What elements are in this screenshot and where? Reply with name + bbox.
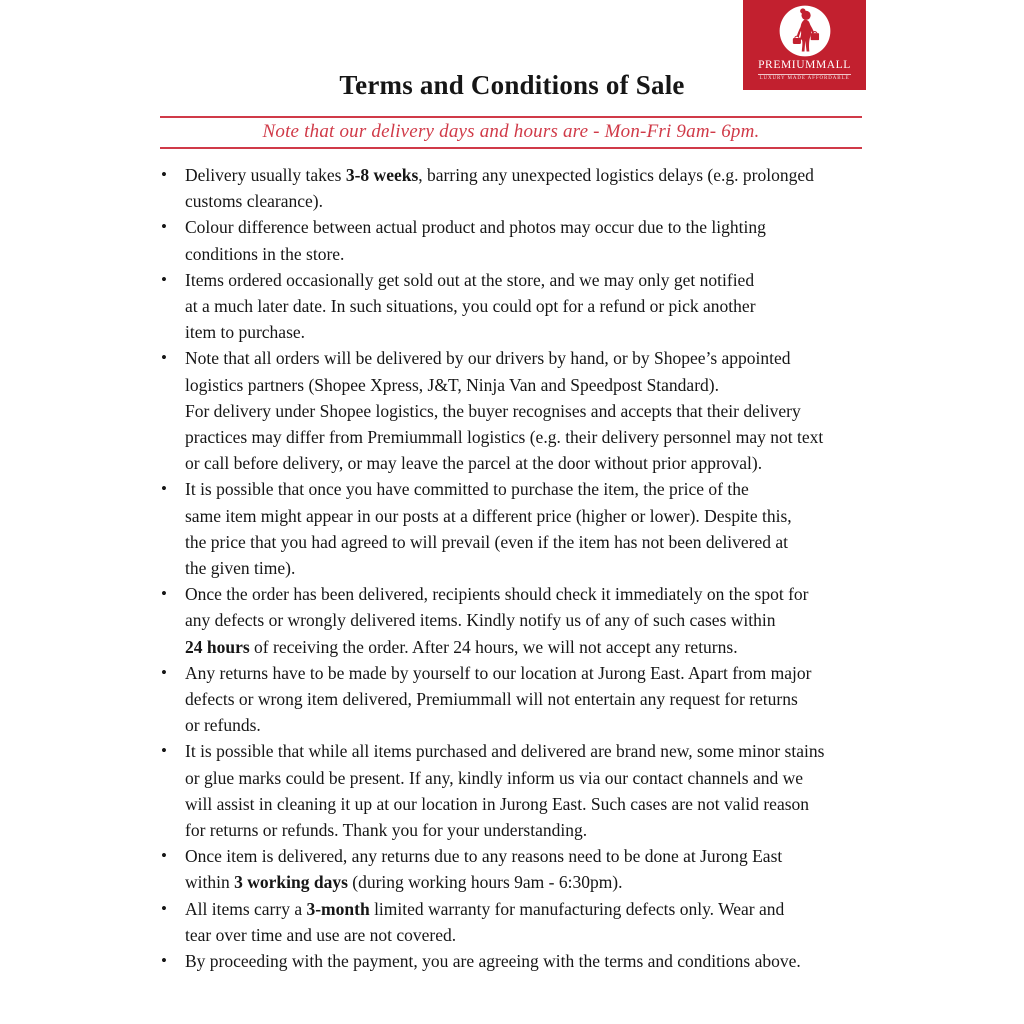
terms-bullet	[160, 476, 880, 581]
bullet-line: or refunds.	[185, 715, 261, 736]
bullet-line: Items ordered occasionally get sold out at the store, and we may only get notified	[185, 269, 755, 290]
shopper-silhouette-icon	[778, 4, 832, 58]
bullet-line: the price that you had agreed to will prevail (even if the item has not been delivered at	[185, 531, 789, 552]
logo-tagline-text: LUXURY MADE AFFORDABLE	[759, 76, 850, 81]
bullet-line: conditions in the store.	[185, 243, 345, 264]
bullet-line: for returns or refunds. Thank you for your understanding.	[185, 820, 588, 841]
logo-brand-text: PREMIUMMALL	[758, 60, 851, 75]
bullet-marker: •	[161, 741, 167, 761]
terms-bullet	[160, 948, 880, 974]
terms-bullet	[160, 162, 880, 214]
bullet-line: customs clearance).	[185, 191, 323, 212]
bullet-marker: •	[161, 951, 167, 971]
bullet-line: or call before delivery, or may leave the parcel at the door without prior approval).	[185, 453, 763, 474]
bullet-line: For delivery under Shopee logistics, the buyer recognises and accepts that their delivery	[185, 400, 801, 421]
bullet-line: Note that all orders will be delivered by our drivers by hand, or by Shopee’s appointed	[185, 348, 791, 369]
bullet-line: logistics partners (Shopee Xpress, J&T, Ninja Van and Speedpost Standard).	[185, 374, 719, 395]
terms-list	[160, 162, 880, 974]
bullet-marker: •	[161, 662, 167, 682]
bullet-marker: •	[161, 846, 167, 866]
bullet-line: within 3 working days (during working hours 9am - 6:30pm).	[185, 872, 623, 893]
terms-bullet	[160, 896, 880, 948]
bullet-marker: •	[161, 479, 167, 499]
bullet-line: By proceeding with the payment, you are agreeing with the terms and conditions above.	[185, 951, 801, 972]
delivery-note-banner	[160, 116, 862, 149]
bullet-line: Once item is delivered, any returns due to any reasons need to be done at Jurong East	[185, 846, 783, 867]
bullet-line: at a much later date. In such situations, you could opt for a refund or pick another	[185, 296, 756, 317]
bullet-line: It is possible that once you have committed to purchase the item, the price of the	[185, 479, 749, 500]
terms-bullet	[160, 738, 880, 843]
bullet-line: Delivery usually takes 3-8 weeks, barring any unexpected logistics delays (e.g. prolonged	[185, 165, 814, 185]
bullet-line: 24 hours of receiving the order. After 24 hours, we will not accept any returns.	[185, 636, 738, 657]
bullet-line: any defects or wrongly delivered items. Kindly notify us of any of such cases within	[185, 610, 776, 631]
bullet-line: the given time).	[185, 558, 296, 579]
bullet-line: same item might appear in our posts at a different price (higher or lower). Despite this,	[185, 505, 792, 526]
bullet-line: tear over time and use are not covered.	[185, 924, 457, 945]
bullet-marker: •	[161, 217, 167, 237]
terms-bullet	[160, 345, 880, 476]
bullet-marker: •	[161, 584, 167, 604]
terms-bullet	[160, 214, 880, 266]
bullet-line: Any returns have to be made by yourself to our location at Jurong East. Apart from major	[185, 662, 812, 683]
bullet-line: or glue marks could be present. If any, kindly inform us via our contact channels and we	[185, 767, 803, 788]
terms-bullet	[160, 581, 880, 660]
bullet-line: All items carry a 3-month limited warranty for manufacturing defects only. Wear and	[185, 898, 785, 919]
terms-bullet	[160, 267, 880, 346]
bullet-marker: •	[161, 348, 167, 368]
bullet-line: defects or wrong item delivered, Premiummall will not entertain any request for returns	[185, 689, 798, 710]
bullet-marker: •	[161, 269, 167, 289]
bullet-line: will assist in cleaning it up at our location in Jurong East. Such cases are not valid reason	[185, 793, 810, 814]
premiummall-logo	[743, 0, 866, 90]
bullet-line: item to purchase.	[185, 322, 306, 343]
terms-bullet	[160, 660, 880, 739]
bullet-line: practices may differ from Premiummall logistics (e.g. their delivery personnel may not text	[185, 427, 824, 448]
bullet-line: Once the order has been delivered, recipients should check it immediately on the spot for	[185, 584, 809, 605]
terms-bullet	[160, 843, 880, 895]
bullet-line: It is possible that while all items purchased and delivered are brand new, some minor stains	[185, 741, 825, 762]
page-title: Terms and Conditions of Sale	[339, 70, 685, 100]
bullet-marker: •	[161, 165, 167, 184]
bullet-line: Colour difference between actual product and photos may occur due to the lighting	[185, 217, 766, 238]
bullet-marker: •	[161, 898, 167, 918]
delivery-note-text: Note that our delivery days and hours are - Mon-Fri 9am- 6pm.	[262, 121, 760, 142]
